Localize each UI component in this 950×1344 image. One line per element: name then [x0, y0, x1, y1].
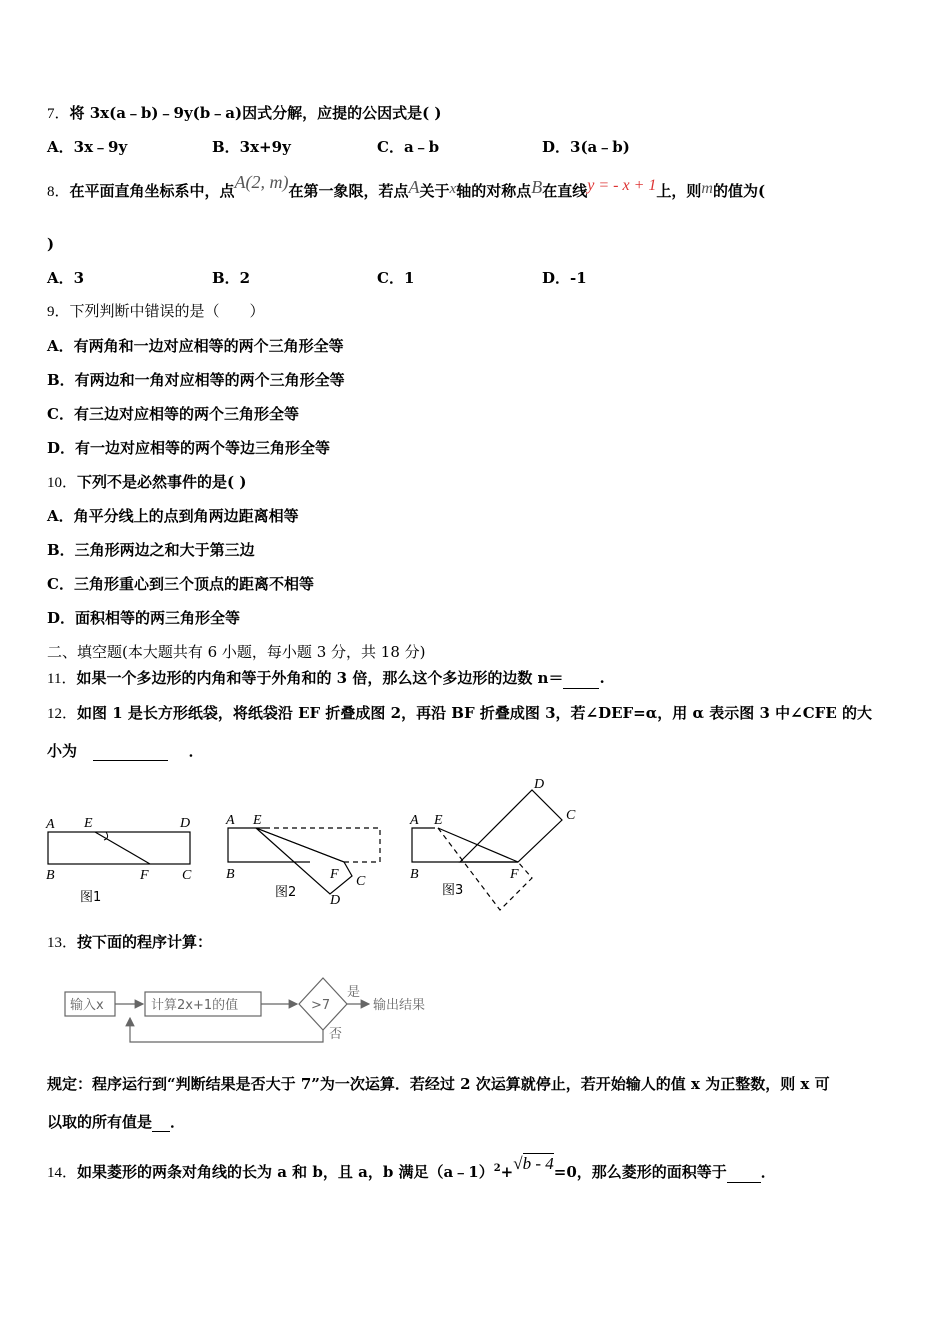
q13-rule-line2: 以取的所有值是 ． — [47, 1113, 186, 1131]
svg-text:图3: 图3 — [442, 883, 464, 898]
svg-text:D: D — [330, 893, 341, 908]
point-a-coord: A(2, m) — [234, 172, 289, 192]
q10-option-b: B．三角形两边之和大于第三边 — [47, 541, 255, 559]
q10-option-c: C．三角形重心到三个顶点的距离不相等 — [47, 575, 314, 593]
q13-rule-line1: 规定：程序运行到“判断结果是否大于 7”为一次运算．若经过 2 次运算就停止，若开始输人的值 x 为正整数，则 x 可 — [47, 1075, 830, 1093]
answer-blank[interactable] — [93, 760, 168, 761]
svg-text:B: B — [46, 868, 55, 883]
svg-text:A: A — [226, 813, 235, 828]
q12-figures — [40, 770, 600, 920]
figure-1 — [45, 816, 192, 905]
q8-option-c: C．1 — [377, 269, 415, 287]
svg-text:C: C — [182, 868, 192, 883]
q11-stem: 11．如果一个多边形的内角和等于外角和的 3 倍，那么这个多边形的边数 n＝ . — [47, 669, 605, 687]
q9-option-a: A．有两角和一边对应相等的两个三角形全等 — [47, 337, 344, 355]
input-label: 输入x — [70, 998, 104, 1013]
q12-stem: 12．如图 1 是长方形纸袋，将纸袋沿 EF 折叠成图 2，再沿 BF 折叠成图 3，若∠DEF=α，用 α 表示图 3 中∠CFE 的大 — [47, 704, 872, 722]
q8-option-d: D．-1 — [542, 269, 587, 287]
svg-text:是: 是 — [347, 985, 361, 1000]
answer-blank[interactable] — [152, 1131, 170, 1132]
section-heading: 二、填空题(本大题共有 6 小题，每小题 3 分，共 18 分) — [47, 643, 426, 661]
answer-blank[interactable] — [727, 1182, 761, 1183]
q12-stem-cont: 小为 ． — [47, 742, 204, 760]
q13-flowchart — [55, 972, 455, 1050]
svg-text:F: F — [330, 867, 339, 882]
svg-text:F: F — [140, 868, 149, 883]
q9-option-c: C．有三边对应相等的两个三角形全等 — [47, 405, 299, 423]
q9-stem: 9．下列判断中错误的是（ ） — [47, 302, 265, 320]
svg-text:否: 否 — [329, 1027, 343, 1042]
svg-text:A: A — [46, 817, 55, 832]
svg-text:F: F — [510, 867, 519, 882]
q7-option-c: C．a﹣b — [377, 138, 440, 156]
q14-stem: 14．如果菱形的两条对角线的长为 a 和 b，且 a，b 满足（a﹣1）$^2$+√b - 4=0，那么菱形的面积等于 ． — [47, 1154, 776, 1181]
svg-text:D: D — [534, 777, 545, 792]
svg-text:E: E — [253, 813, 262, 828]
q8-option-b: B．2 — [212, 269, 251, 287]
q8-close-paren: ) — [47, 235, 55, 253]
svg-text:B: B — [410, 867, 419, 882]
figure-2 — [225, 813, 380, 908]
q7-option-d: D．3(a﹣b) — [542, 138, 630, 156]
q7-stem: 7．将 3x(a﹣b)﹣9y(b﹣a)因式分解，应提的公因式是( ) — [47, 104, 442, 122]
answer-blank[interactable] — [563, 688, 599, 689]
q7-option-a: A．3x﹣9y — [47, 138, 128, 156]
svg-text:B: B — [226, 867, 235, 882]
svg-text:D: D — [180, 816, 191, 831]
q9-option-d: D．有一边对应相等的两个等边三角形全等 — [47, 439, 331, 457]
q10-option-d: D．面积相等的两三角形全等 — [47, 609, 241, 627]
sqrt-expression: √b - 4 — [513, 1154, 554, 1173]
output-label: 输出结果 — [373, 998, 426, 1013]
line-equation: y = - x + 1 — [587, 177, 657, 194]
q8-option-a: A．3 — [47, 269, 85, 287]
q7-option-b: B．3x+9y — [212, 138, 291, 156]
q10-option-a: A．角平分线上的点到角两边距离相等 — [47, 507, 299, 525]
q8-stem: 8．在平面直角坐标系中，点A(2, m)在第一象限，若点A关于x轴的对称点B在直线y = - x + 1上，则m的值为( — [47, 172, 766, 200]
svg-text:C: C — [356, 874, 366, 889]
svg-text:A: A — [410, 813, 419, 828]
svg-text:图1: 图1 — [80, 890, 102, 905]
svg-text:E: E — [84, 816, 93, 831]
svg-text:E: E — [434, 813, 443, 828]
svg-text:C: C — [566, 808, 576, 823]
q10-stem: 10．下列不是必然事件的是( ) — [47, 473, 247, 491]
q13-stem: 13．按下面的程序计算： — [47, 933, 213, 951]
svg-text:图2: 图2 — [275, 885, 297, 900]
q9-option-b: B．有两边和一角对应相等的两个三角形全等 — [47, 371, 345, 389]
figure-3 — [409, 777, 576, 910]
decision-label: >7 — [311, 998, 331, 1013]
compute-label: 计算2x+1的值 — [151, 998, 239, 1013]
